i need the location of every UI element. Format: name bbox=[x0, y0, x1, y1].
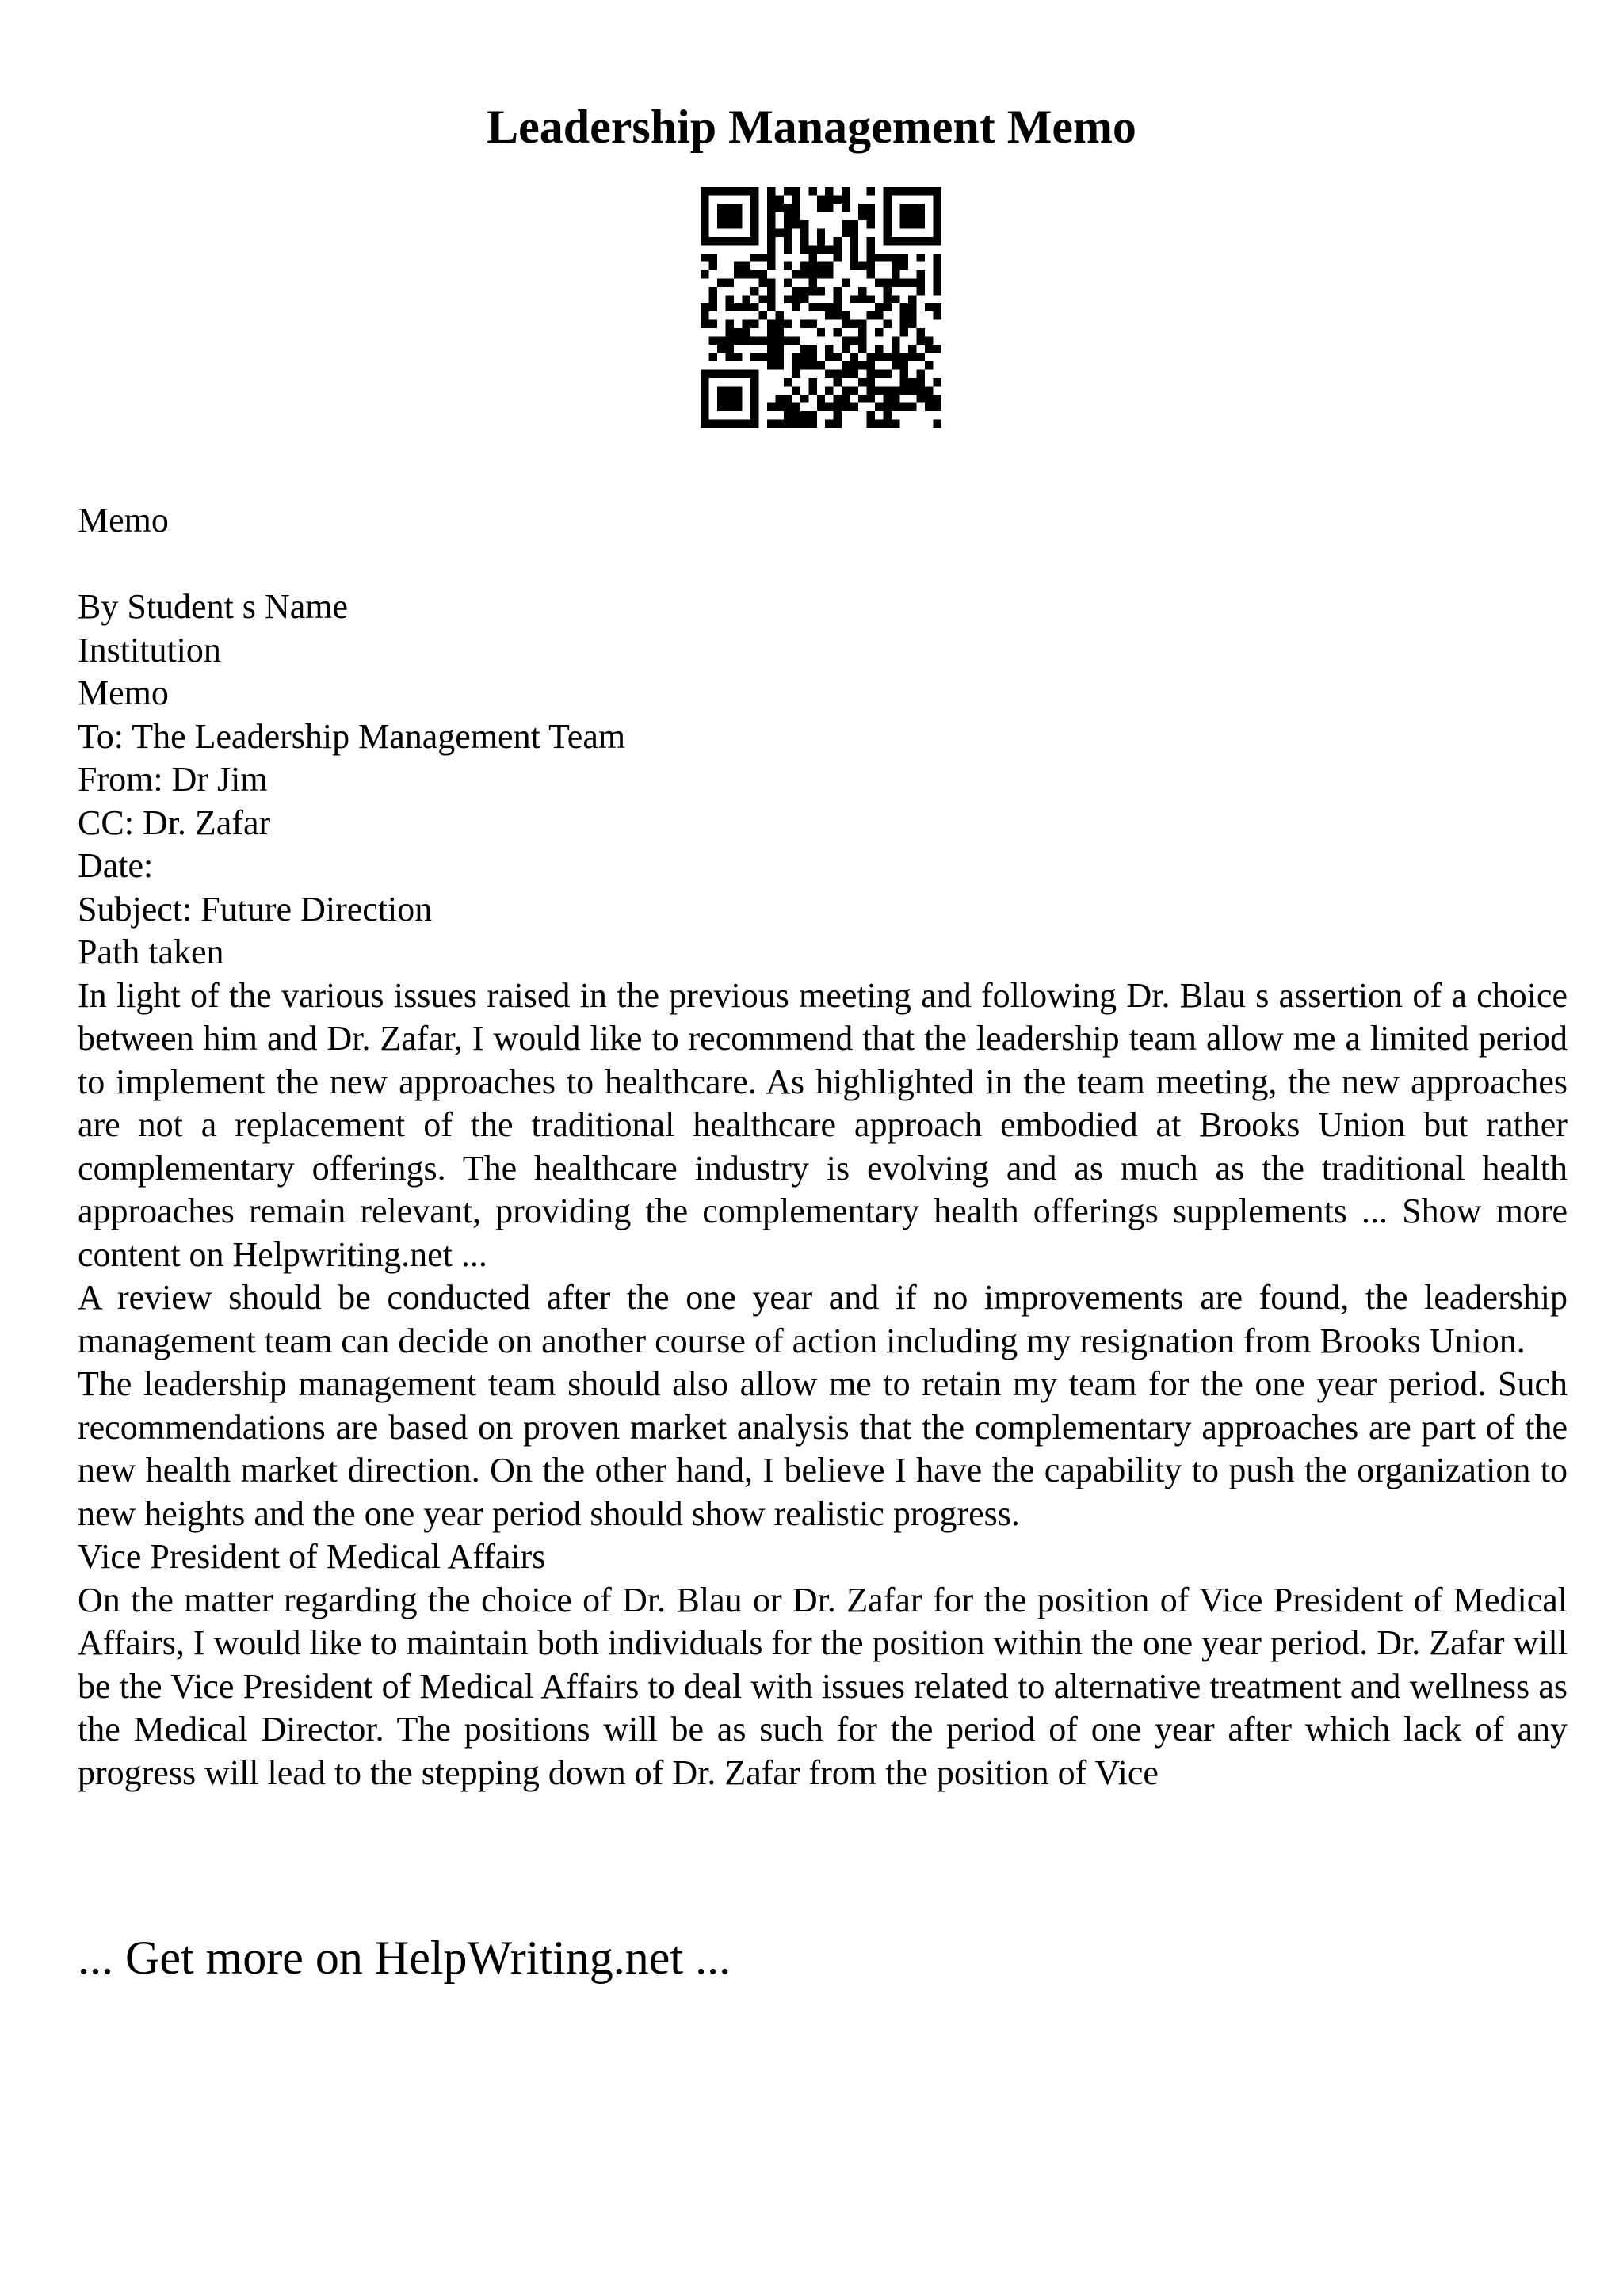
memo-body bbox=[78, 585, 1568, 1794]
paragraph-retain-team: The leadership management team should also allow me to retain my team for the one year period. Such recommendations are based on proven market analysis that the complementary approaches are part of the new health market direction. On the other hand, I believe I have the capability to push the organization to new heights and the one year period should show realistic progress. bbox=[78, 1364, 1568, 1533]
date-line: Date: bbox=[78, 846, 154, 885]
memo-label: Memo bbox=[78, 501, 169, 540]
subject-line: Subject: Future Direction bbox=[78, 889, 433, 929]
qr-code-icon bbox=[701, 187, 941, 428]
document-title: Leadership Management Memo bbox=[487, 101, 1136, 153]
qr-code-graphic bbox=[701, 187, 941, 428]
from-line: From: Dr Jim bbox=[78, 760, 268, 799]
to-line: To: The Leadership Management Team bbox=[78, 716, 626, 756]
paragraph-path-taken: In light of the various issues raised in the previous meeting and following Dr. Blau s assertion of a choice between him and Dr. Zafar, I would like to recommend that the leadership team allow me a limited period to implement the new approaches to healthcare. As highlighted in the team meeting, the new approaches are not a replacement of the traditional healthcare approach embodied at Brooks Union but rather complementary offerings. The healthcare industry is evolving and as much as the traditional health approaches remain relevant, providing the complementary health offerings supplements ... Show more content on Helpwriting.net ... bbox=[78, 975, 1568, 1274]
section-heading-path-taken: Path taken bbox=[78, 933, 224, 971]
get-more-link[interactable]: ... Get more on HelpWriting.net ... bbox=[78, 1932, 731, 1984]
paragraph-review: A review should be conducted after the one year and if no improvements are found, the leadership management team can decide on another course of action including my resignation from Brooks Union. bbox=[78, 1278, 1568, 1360]
author-line: By Student s Name bbox=[78, 587, 348, 626]
memo-heading-line: Memo bbox=[78, 673, 169, 712]
cc-line: CC: Dr. Zafar bbox=[78, 803, 271, 842]
section-heading-vice-president: Vice President of Medical Affairs bbox=[78, 1537, 546, 1576]
institution-line: Institution bbox=[78, 630, 221, 669]
paragraph-vice-president: On the matter regarding the choice of Dr. Blau or Dr. Zafar for the position of Vice President of Medical Affairs, I would like to maintain both individuals for the position within the one year period. Dr. Zafar will be the Vice President of Medical Affairs to deal with issues related to alternative treatment and wellness as the Medical Director. The positions will be as such for the period of one year after which lack of any progress will lead to the stepping down of Dr. Zafar from the position of Vice bbox=[78, 1580, 1568, 1792]
